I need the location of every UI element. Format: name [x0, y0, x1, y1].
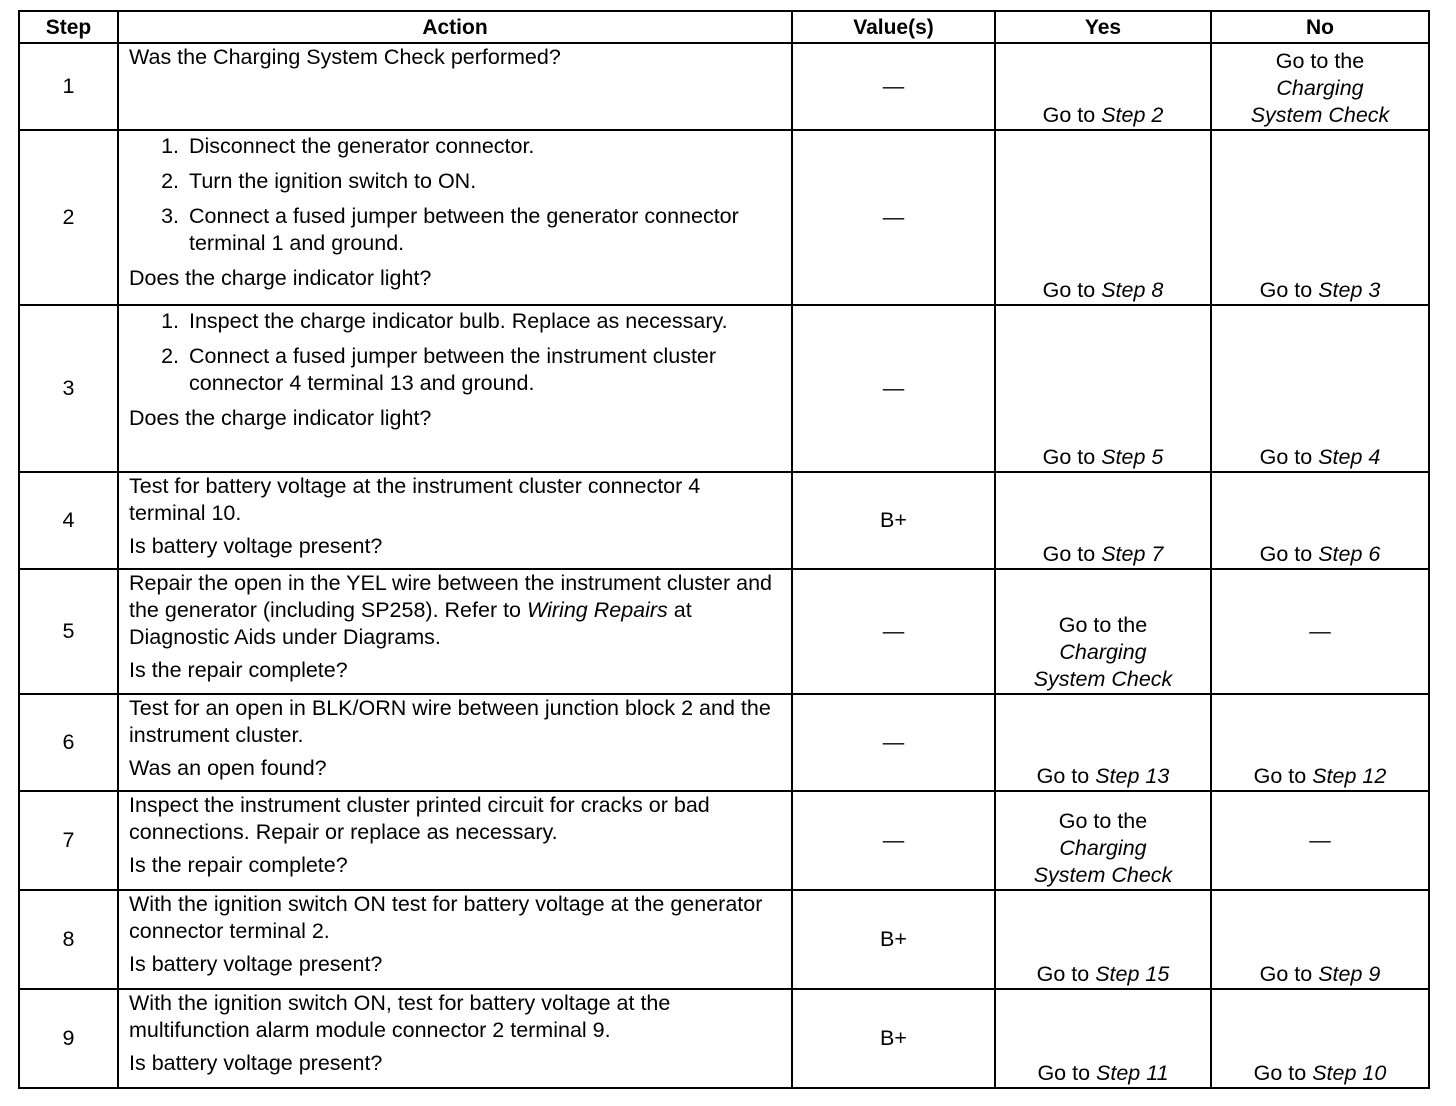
no-prefix: Go to	[1253, 1061, 1307, 1085]
yes-prefix: Go to	[1042, 103, 1096, 127]
table-row	[19, 43, 1429, 130]
step-number: 7	[19, 791, 118, 890]
header-step: Step	[19, 11, 118, 43]
no-step-ref: Step 6	[1318, 542, 1381, 566]
step-number: 5	[19, 569, 118, 694]
no-ref-line2: System Check	[1250, 103, 1390, 127]
action-text	[129, 570, 781, 651]
table-row	[19, 130, 1429, 305]
yes-step-ref: Step 11	[1096, 1061, 1169, 1085]
no-cell: —	[1211, 791, 1429, 890]
step-number: 2	[19, 130, 118, 305]
value-cell: —	[792, 305, 995, 472]
yes-step-ref: Step 2	[1101, 103, 1164, 127]
yes-cell	[995, 130, 1211, 305]
header-no: No	[1211, 11, 1429, 43]
no-prefix: Go to the	[1275, 49, 1365, 73]
action-question: Is battery voltage present?	[129, 1051, 383, 1075]
yes-prefix: Go to	[1042, 445, 1096, 469]
header-yes: Yes	[995, 11, 1211, 43]
action-text: With the ignition switch ON test for battery voltage at the generator connector terminal 2.	[129, 892, 763, 943]
action-cell	[118, 305, 792, 472]
action-text-main: Repair the open in the YEL wire between the instrument cluster and the generator (including SP258). Refer to	[129, 571, 772, 622]
action-question: Is battery voltage present?	[129, 952, 383, 976]
action-question: Does the charge indicator light?	[129, 266, 432, 290]
action-question: Is the repair complete?	[129, 658, 348, 682]
action-step-item: 3. Connect a fused jumper between the generator connector terminal 1 and ground.	[185, 203, 781, 257]
no-cell	[1211, 472, 1429, 569]
no-cell	[1211, 305, 1429, 472]
no-cell	[1211, 989, 1429, 1088]
yes-cell	[995, 305, 1211, 472]
no-prefix: Go to	[1259, 445, 1313, 469]
step-number: 3	[19, 305, 118, 472]
action-cell	[118, 472, 792, 569]
yes-step-ref: Step 7	[1101, 542, 1164, 566]
yes-ref-line1: Charging	[1059, 640, 1147, 664]
header-value: Value(s)	[792, 11, 995, 43]
action-steps	[129, 133, 781, 257]
action-step-item: 2. Connect a fused jumper between the instrument cluster connector 4 terminal 13 and ground.	[185, 343, 781, 397]
table-row	[19, 791, 1429, 890]
action-text-tail: at Diagnostic Aids under Diagrams.	[129, 598, 692, 649]
action-cell	[118, 43, 792, 130]
table-row	[19, 694, 1429, 791]
no-step-ref: Step 10	[1312, 1061, 1387, 1085]
yes-ref-line2: System Check	[1033, 863, 1173, 887]
yes-cell	[995, 43, 1211, 130]
header-row	[19, 11, 1429, 43]
table-row	[19, 890, 1429, 989]
yes-step-ref: Step 8	[1101, 278, 1164, 302]
value-cell: —	[792, 130, 995, 305]
step-number: 1	[19, 43, 118, 130]
no-cell	[1211, 130, 1429, 305]
yes-step-ref: Step 13	[1095, 764, 1170, 788]
no-cell	[1211, 890, 1429, 989]
value-cell: —	[792, 569, 995, 694]
action-step-item: 1. Inspect the charge indicator bulb. Replace as necessary.	[185, 308, 781, 335]
value-cell: B+	[792, 472, 995, 569]
yes-prefix: Go to the	[1058, 809, 1148, 833]
no-step-ref: Step 9	[1318, 962, 1381, 986]
value-cell: B+	[792, 989, 995, 1088]
table-row	[19, 472, 1429, 569]
action-text: With the ignition switch ON, test for battery voltage at the multifunction alarm module connector 2 terminal 9.	[129, 991, 671, 1042]
no-prefix: Go to	[1253, 764, 1307, 788]
no-cell	[1211, 43, 1429, 130]
action-cell	[118, 890, 792, 989]
yes-ref-line2: System Check	[1033, 667, 1173, 691]
action-cell	[118, 130, 792, 305]
step-number: 9	[19, 989, 118, 1088]
yes-cell	[995, 890, 1211, 989]
value-cell: B+	[792, 890, 995, 989]
yes-ref-line1: Charging	[1059, 836, 1147, 860]
yes-prefix: Go to	[1042, 542, 1096, 566]
action-cell	[118, 791, 792, 890]
no-prefix: Go to	[1259, 278, 1313, 302]
value-cell: —	[792, 791, 995, 890]
yes-step-ref: Step 5	[1101, 445, 1164, 469]
table-row	[19, 989, 1429, 1088]
yes-cell	[995, 791, 1211, 890]
action-cell	[118, 569, 792, 694]
action-text: Test for battery voltage at the instrument cluster connector 4 terminal 10.	[129, 474, 701, 525]
action-question: Was an open found?	[129, 756, 327, 780]
action-cell	[118, 989, 792, 1088]
no-prefix: Go to	[1259, 542, 1313, 566]
value-cell: —	[792, 43, 995, 130]
action-cell	[118, 694, 792, 791]
action-text: Inspect the instrument cluster printed circuit for cracks or bad connections. Repair or replace as necessary.	[129, 793, 710, 844]
yes-prefix: Go to	[1042, 278, 1096, 302]
yes-prefix: Go to	[1036, 962, 1090, 986]
action-ref-wiring-repairs: Wiring Repairs	[527, 598, 668, 622]
no-prefix: Go to	[1259, 962, 1313, 986]
yes-cell	[995, 569, 1211, 694]
no-step-ref: Step 3	[1318, 278, 1381, 302]
yes-step-ref: Step 15	[1095, 962, 1170, 986]
step-number: 8	[19, 890, 118, 989]
yes-cell	[995, 472, 1211, 569]
table-row	[19, 305, 1429, 472]
yes-cell	[995, 694, 1211, 791]
no-cell: —	[1211, 569, 1429, 694]
no-step-ref: Step 12	[1312, 764, 1387, 788]
action-text: Test for an open in BLK/ORN wire between junction block 2 and the instrument cluster.	[129, 696, 771, 747]
action-step-item: 2. Turn the ignition switch to ON.	[185, 168, 781, 195]
yes-prefix: Go to	[1036, 764, 1090, 788]
table-row	[19, 569, 1429, 694]
step-number: 6	[19, 694, 118, 791]
value-cell: —	[792, 694, 995, 791]
no-cell	[1211, 694, 1429, 791]
action-text: Was the Charging System Check performed?	[129, 45, 561, 69]
step-number: 4	[19, 472, 118, 569]
action-question: Is the repair complete?	[129, 853, 348, 877]
diagnostic-table	[18, 10, 1430, 1089]
yes-cell	[995, 989, 1211, 1088]
action-question: Is battery voltage present?	[129, 534, 383, 558]
action-question: Does the charge indicator light?	[129, 406, 432, 430]
action-step-item: 1. Disconnect the generator connector.	[185, 133, 781, 160]
header-action: Action	[118, 11, 792, 43]
yes-prefix: Go to	[1037, 1061, 1091, 1085]
no-step-ref: Step 4	[1318, 445, 1381, 469]
action-steps	[129, 308, 781, 397]
no-ref-line1: Charging	[1276, 76, 1364, 100]
yes-prefix: Go to the	[1058, 613, 1148, 637]
